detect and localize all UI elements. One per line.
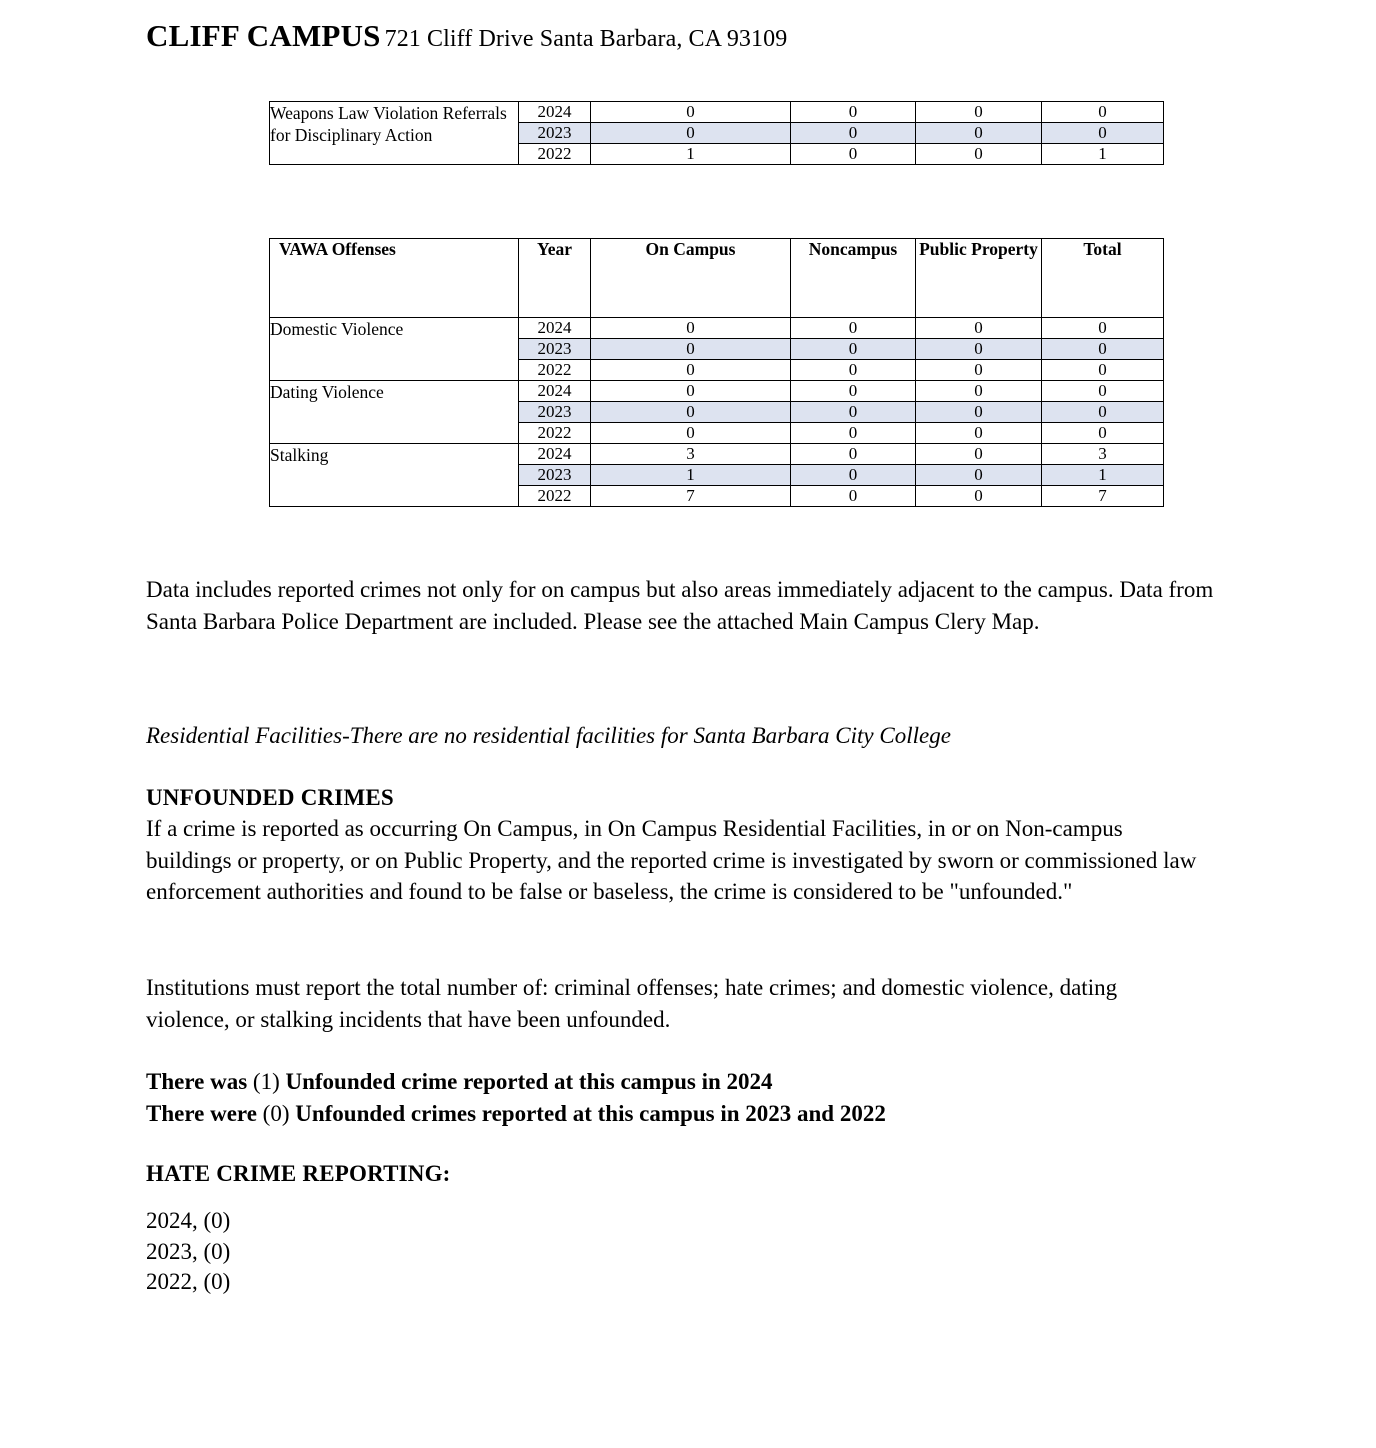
cell-year: 2023 [519,465,591,486]
hate-crime-reporting-heading: HATE CRIME REPORTING: [146,1161,451,1186]
table-row [270,318,1164,339]
cell-total: 0 [1042,423,1164,444]
row-category: Stalking [270,444,519,507]
campus-name: CLIFF CAMPUS [146,18,381,53]
cell-total: 0 [1042,102,1164,123]
cell-noncampus: 0 [791,465,916,486]
table-row [270,444,1164,465]
page-title [146,18,787,54]
table-header-row [270,239,1164,318]
cell-year: 2022 [519,360,591,381]
institutions-paragraph: Institutions must report the total number of: criminal offenses; hate crimes; and domestic violence, dating violence, or stalking incidents that have been unfounded. [146,975,1118,1032]
unfounded-summary-line-1 [146,1066,1226,1098]
cell-public-property: 0 [916,144,1042,165]
list-item: 2023, (0) [146,1238,231,1264]
header-on-campus: On Campus [591,239,791,318]
cell-total: 0 [1042,360,1164,381]
cell-on-campus: 0 [591,423,791,444]
cell-noncampus: 0 [791,381,916,402]
cell-total: 1 [1042,144,1164,165]
cell-year: 2024 [519,444,591,465]
list-item: 2022, (0) [146,1269,231,1295]
cell-total: 0 [1042,318,1164,339]
cell-total: 0 [1042,339,1164,360]
cell-noncampus: 0 [791,360,916,381]
cell-noncampus: 0 [791,144,916,165]
cell-total: 0 [1042,123,1164,144]
residential-facilities-note: Residential Facilities-There are no residential facilities for Santa Barbara City College [146,723,951,748]
unfounded-line1-prefix: There was [146,1069,253,1094]
unfounded-crimes-paragraph: If a crime is reported as occurring On Campus, in On Campus Residential Facilities, in or on Non-campus buildings or property, or on Public Property, and the reported crime is investigated by sworn or commissioned law enforcement authorities and found to be false or baseless, the crime is considered to be "unfounded." [146,816,1197,905]
unfounded-crimes-heading: UNFOUNDED CRIMES [146,785,394,810]
table-row [270,381,1164,402]
cell-noncampus: 0 [791,402,916,423]
cell-public-property: 0 [916,423,1042,444]
row-category: Domestic Violence [270,318,519,381]
cell-on-campus: 0 [591,123,791,144]
cell-public-property: 0 [916,486,1042,507]
cell-on-campus: 0 [591,339,791,360]
hate-crime-years-list [146,1206,230,1298]
unfounded-summary-line-2 [146,1098,1226,1130]
unfounded-line2-count: (0) [262,1100,290,1126]
campus-address: 721 Cliff Drive Santa Barbara, CA 93109 [384,26,788,52]
cell-year: 2022 [519,423,591,444]
cell-total: 0 [1042,402,1164,423]
cell-on-campus: 0 [591,318,791,339]
cell-year: 2024 [519,318,591,339]
cell-noncampus: 0 [791,318,916,339]
cell-public-property: 0 [916,102,1042,123]
cell-public-property: 0 [916,318,1042,339]
header-public-property: Public Property [916,239,1042,318]
header-total: Total [1042,239,1164,318]
cell-on-campus: 0 [591,360,791,381]
cell-public-property: 0 [916,339,1042,360]
cell-year: 2023 [519,402,591,423]
cell-on-campus: 1 [591,144,791,165]
cell-year: 2022 [519,144,591,165]
cell-on-campus: 7 [591,486,791,507]
cell-on-campus: 0 [591,402,791,423]
unfounded-summary [146,1066,1226,1129]
row-category: Dating Violence [270,381,519,444]
cell-public-property: 0 [916,444,1042,465]
unfounded-line2-suffix: Unfounded crimes reported at this campus in 2023 and 2022 [289,1100,886,1126]
cell-year: 2023 [519,339,591,360]
cell-on-campus: 0 [591,381,791,402]
cell-on-campus: 3 [591,444,791,465]
cell-total: 3 [1042,444,1164,465]
unfounded-line2-prefix: There were [146,1100,263,1126]
header-noncampus: Noncampus [791,239,916,318]
unfounded-line1-suffix: Unfounded crime reported at this campus in 2024 [279,1069,773,1094]
row-category: Weapons Law Violation Referrals for Disciplinary Action [270,102,519,165]
cell-public-property: 0 [916,360,1042,381]
cell-total: 0 [1042,381,1164,402]
cell-noncampus: 0 [791,444,916,465]
vawa-offenses-table [269,238,1164,507]
cell-on-campus: 1 [591,465,791,486]
table-row [270,102,1164,123]
header-year: Year [519,239,591,318]
list-item: 2024, (0) [146,1208,231,1233]
cell-total: 7 [1042,486,1164,507]
cell-year: 2023 [519,123,591,144]
cell-noncampus: 0 [791,339,916,360]
cell-total: 1 [1042,465,1164,486]
cell-year: 2022 [519,486,591,507]
cell-year: 2024 [519,102,591,123]
data-note-paragraph: Data includes reported crimes not only for on campus but also areas immediately adjacent to the campus. Data from Santa Barbara Police Department are included. Please see the attached Main Campus Clery Map. [146,577,1214,634]
cell-year: 2024 [519,381,591,402]
cell-noncampus: 0 [791,486,916,507]
cell-public-property: 0 [916,465,1042,486]
cell-on-campus: 0 [591,102,791,123]
weapons-violations-table [269,101,1164,165]
cell-public-property: 0 [916,402,1042,423]
cell-noncampus: 0 [791,423,916,444]
cell-noncampus: 0 [791,123,916,144]
cell-public-property: 0 [916,381,1042,402]
unfounded-line1-count: (1) [252,1069,280,1094]
cell-noncampus: 0 [791,102,916,123]
header-vawa-offenses: VAWA Offenses [270,239,519,318]
cell-public-property: 0 [916,123,1042,144]
